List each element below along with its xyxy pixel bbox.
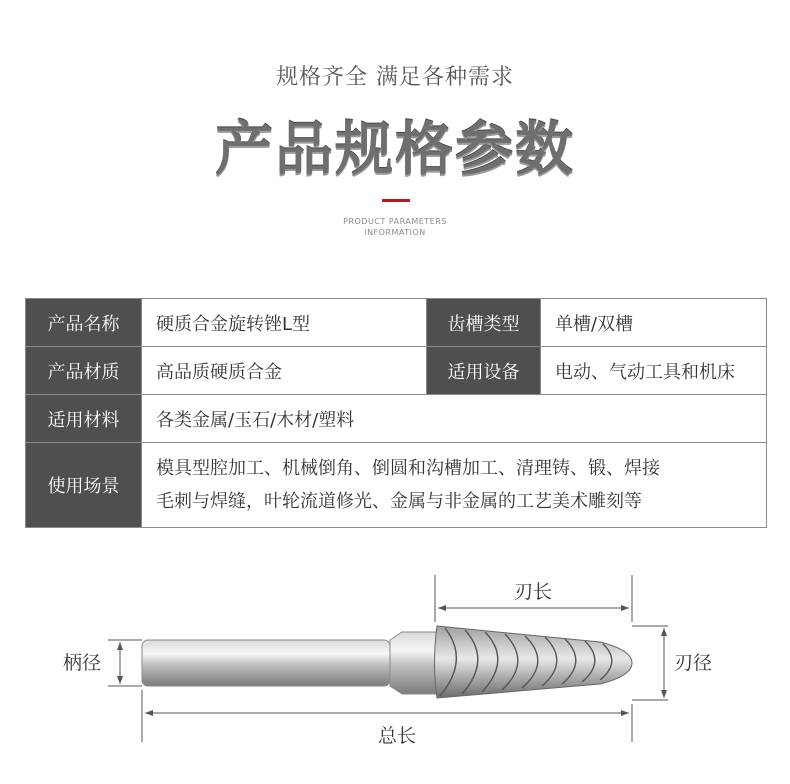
applicable-materials-label: 适用材料 <box>26 395 142 443</box>
blade-diameter-label: 刃径 <box>673 652 713 674</box>
page-title: 产品规格参数 <box>214 115 575 183</box>
total-length-label: 总长 <box>377 725 417 747</box>
product-name-value: 硬质合金旋转锉L型 <box>142 299 427 347</box>
material-value: 高品质硬质合金 <box>142 347 427 395</box>
shank-diameter-label: 柄径 <box>62 652 102 674</box>
title-accent-divider <box>382 199 410 202</box>
usage-value <box>142 443 767 528</box>
groove-type-label: 齿槽类型 <box>427 299 541 347</box>
tool-neck <box>390 632 440 694</box>
material-label: 产品材质 <box>26 347 142 395</box>
page-subtitle: 规格齐全 满足各种需求 <box>276 65 514 90</box>
table-row <box>26 347 767 395</box>
equipment-label: 适用设备 <box>427 347 541 395</box>
table-row <box>26 395 767 443</box>
table-row <box>26 443 767 528</box>
dimension-diagram <box>0 570 790 770</box>
applicable-materials-value: 各类金属/玉石/木材/塑料 <box>142 395 767 443</box>
table-row <box>26 299 767 347</box>
tool-cutting-head <box>435 626 633 698</box>
usage-line-1: 模具型腔加工、机械倒角、倒圆和沟槽加工、清理铸、锻、焊接 <box>156 458 660 479</box>
english-caption <box>0 216 790 238</box>
usage-line-2: 毛刺与焊缝，叶轮流道修光、金属与非金属的工艺美术雕刻等 <box>156 491 642 512</box>
product-name-label: 产品名称 <box>26 299 142 347</box>
usage-label: 使用场景 <box>26 443 142 528</box>
tool-shank <box>142 640 390 686</box>
english-caption-line1: PRODUCT PARAMETERS <box>343 217 447 226</box>
equipment-value: 电动、气动工具和机床 <box>541 347 767 395</box>
spec-table <box>25 298 767 528</box>
groove-type-value: 单槽/双槽 <box>541 299 767 347</box>
english-caption-line2: INFORMATION <box>364 228 426 237</box>
blade-length-label: 刃长 <box>513 581 553 603</box>
